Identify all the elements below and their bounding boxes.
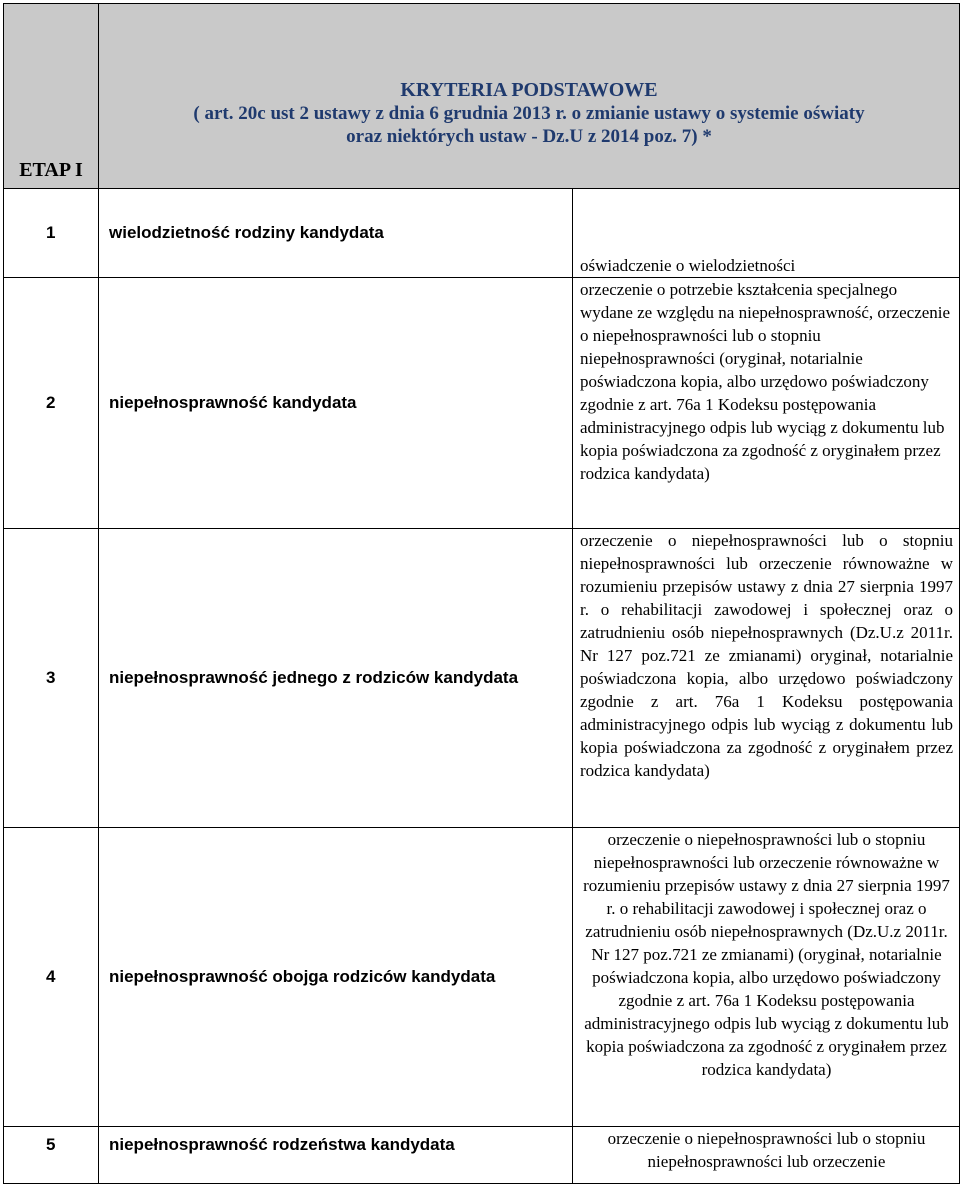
table-row [4, 529, 960, 828]
row-number: 1 [4, 189, 99, 278]
document-text: oświadczenie o wielodzietności [580, 256, 796, 275]
title-line-3: oraz niektórych ustaw - Dz.U z 2014 poz. 7) * [346, 126, 712, 147]
document-text: orzeczenie o niepełnosprawności lub o stopniu niepełnosprawności lub orzeczenie równoważne w rozumieniu przepisów ustawy z dnia 27 sierpnia 1997 r. o rehabilitacji zawodowej i społecznej oraz o zatrudnieniu osób niepełnosprawnych (Dz.U.z 2011r. Nr 127 poz.721 ze zmianami) (oryginał, notarialnie poświadczona kopia, albo urzędowo poświadczony zgodnie z art. 76a 1 Kodeksu postępowania administracyjnego odpis lub wyciąg z dokumentu lub kopia poświadczona za zgodność z oryginałem przez rodzica kandydata) [583, 830, 950, 1079]
row-number: 3 [4, 529, 99, 828]
row-document [573, 828, 960, 1127]
criteria-table [3, 3, 960, 1184]
row-criterion: niepełnosprawność jednego z rodziców kandydata [99, 529, 573, 828]
title-line-1: KRYTERIA PODSTAWOWE [400, 79, 658, 101]
row-number: 5 [4, 1127, 99, 1184]
document-text: orzeczenie o potrzebie kształcenia specjalnego wydane ze względu na niepełnosprawność, orzeczenie o niepełnosprawności lub o stopniu niepełnosprawności (oryginał, notarialnie poświadczona kopia, albo urzędowo poświadczony zgodnie z art. 76a 1 Kodeksu postępowania administracyjnego odpis lub wyciąg z dokumentu lub kopia poświadczona za zgodność z oryginałem przez rodzica kandydata) [580, 280, 951, 483]
row-number: 4 [4, 828, 99, 1127]
row-criterion: niepełnosprawność kandydata [99, 278, 573, 529]
table-header-row [4, 4, 960, 189]
table-row [4, 189, 960, 278]
row-document [573, 189, 960, 278]
document-text: orzeczenie o niepełnosprawności lub o stopniu niepełnosprawności lub orzeczenie [607, 1129, 926, 1171]
table-row [4, 278, 960, 529]
table-row [4, 828, 960, 1127]
document-text: orzeczenie o niepełnosprawności lub o stopniu niepełnosprawności lub orzeczenie równoważne w rozumieniu przepisów ustawy z dnia 27 sierpnia 1997 r. o rehabilitacji zawodowej i społecznej oraz o zatrudnieniu osób niepełnosprawnych (Dz.U.z 2011r. Nr 127 poz.721 ze zmianami) oryginał, notarialnie poświadczona kopia, albo urzędowo poświadczony zgodnie z art. 76a 1 Kodeksu postępowania administracyjnego odpis lub wyciąg z dokumentu lub kopia poświadczona za zgodność z oryginałem przez rodzica kandydata) [580, 531, 953, 780]
table-row [4, 1127, 960, 1184]
row-document [573, 278, 960, 529]
row-document [573, 529, 960, 828]
stage-label: ETAP I [4, 4, 99, 189]
row-criterion: wielodzietność rodziny kandydata [99, 189, 573, 278]
row-criterion: niepełnosprawność rodzeństwa kandydata [99, 1127, 573, 1184]
row-number: 2 [4, 278, 99, 529]
row-criterion: niepełnosprawność obojga rodziców kandydata [99, 828, 573, 1127]
title-line-2: ( art. 20c ust 2 ustawy z dnia 6 grudnia 2013 r. o zmianie ustawy o systemie oświaty [193, 103, 865, 124]
row-document [573, 1127, 960, 1184]
table-title [99, 4, 960, 189]
